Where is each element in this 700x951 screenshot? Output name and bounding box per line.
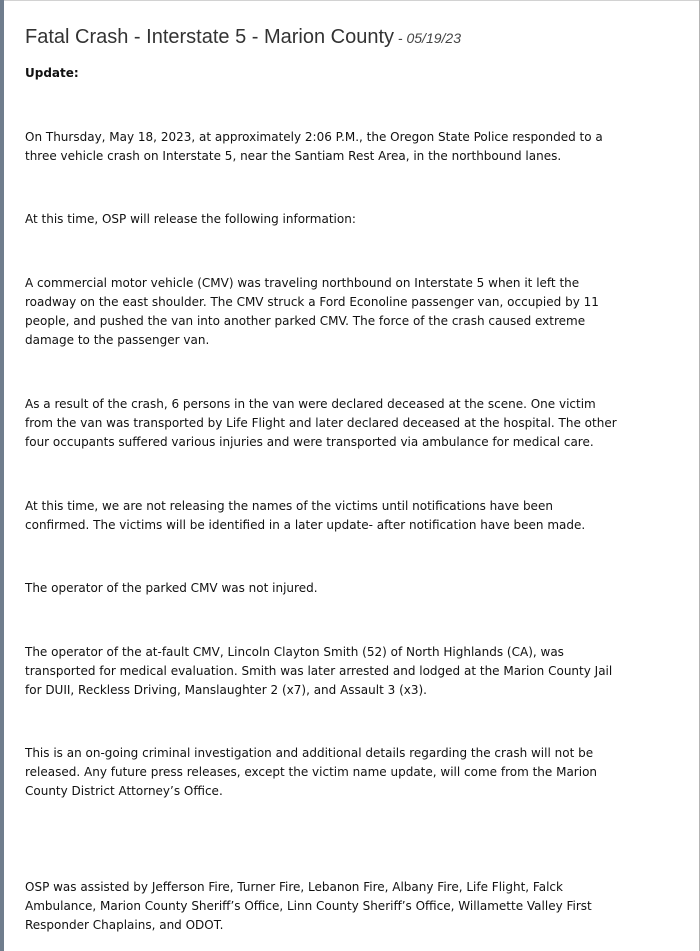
paragraph-line: for DUII, Reckless Driving, Manslaughter 2 (x7), and Assault 3 (x3).	[25, 683, 427, 697]
paragraph-line: four occupants suffered various injuries and were transported via ambulance for medical care.	[25, 435, 594, 449]
paragraph-line: Ambulance, Marion County Sheriff’s Office, Linn County Sheriff’s Office, Willamette Valley First	[25, 899, 592, 913]
paragraph-line: from the van was transported by Life Flight and later declared deceased at the hospital. The other	[25, 416, 617, 430]
paragraph-line: A commercial motor vehicle (CMV) was traveling northbound on Interstate 5 when it left the	[25, 276, 580, 290]
paragraph-line: At this time, we are not releasing the names of the victims until notifications have been	[25, 499, 553, 513]
paragraph-victim-names	[25, 497, 675, 535]
paragraph-line: transported for medical evaluation. Smith was later arrested and lodged at the Marion County Jail	[25, 664, 613, 678]
paragraph-line: The operator of the at-fault CMV, Lincoln Clayton Smith (52) of North Highlands (CA), was	[25, 645, 564, 659]
paragraph-crash-details	[25, 274, 675, 350]
paragraph-line: OSP was assisted by Jefferson Fire, Turner Fire, Lebanon Fire, Albany Fire, Life Flight, Falck	[25, 880, 563, 894]
update-label: Update:	[25, 66, 79, 80]
window-left-border	[0, 0, 4, 951]
window-top-border	[4, 0, 700, 1]
paragraph-at-fault-operator	[25, 643, 675, 700]
article-title	[25, 26, 461, 49]
paragraph-line: confirmed. The victims will be identified in a later update- after notification have been made.	[25, 518, 586, 532]
paragraph-incident-summary	[25, 128, 675, 166]
article-date: - 05/19/23	[394, 30, 461, 46]
paragraph-line: roadway on the east shoulder. The CMV struck a Ford Econoline passenger van, occupied by 11	[25, 295, 599, 309]
paragraph-line: released. Any future press releases, except the victim name update, will come from the Marion	[25, 765, 598, 779]
article-title-text: Fatal Crash - Interstate 5 - Marion County	[25, 26, 395, 48]
paragraph-line: three vehicle crash on Interstate 5, near the Santiam Rest Area, in the northbound lanes.	[25, 149, 562, 163]
paragraph-line: Responder Chaplains, and ODOT.	[25, 918, 224, 932]
paragraph-parked-cmv	[25, 579, 675, 598]
paragraph-line: The operator of the parked CMV was not injured.	[25, 581, 318, 595]
paragraph-line: damage to the passenger van.	[25, 333, 210, 347]
paragraph-line: On Thursday, May 18, 2023, at approximately 2:06 P.M., the Oregon State Police responded to a	[25, 130, 603, 144]
paragraph-casualties	[25, 395, 675, 452]
paragraph-investigation	[25, 744, 675, 801]
paragraph-release-intro	[25, 210, 675, 229]
paragraph-line: people, and pushed the van into another parked CMV. The force of the crash caused extreme	[25, 314, 586, 328]
paragraph-line: County District Attorney’s Office.	[25, 784, 223, 798]
paragraph-line: At this time, OSP will release the following information:	[25, 212, 356, 226]
paragraph-line: This is an on-going criminal investigation and additional details regarding the crash will not be	[25, 746, 594, 760]
paragraph-line: As a result of the crash, 6 persons in the van were declared deceased at the scene. One victim	[25, 397, 596, 411]
paragraph-assisting-agencies	[25, 878, 675, 935]
